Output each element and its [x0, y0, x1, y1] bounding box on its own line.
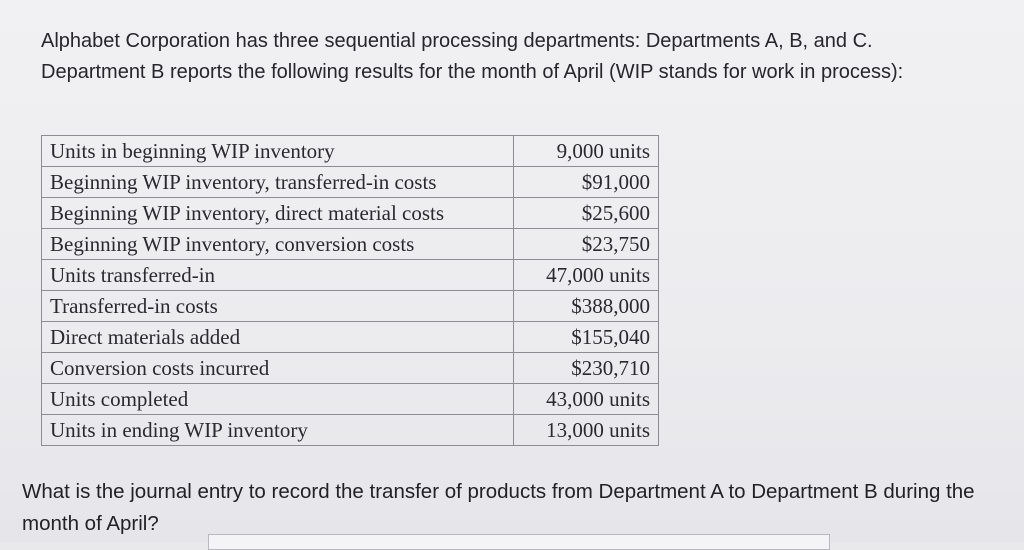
table-row: [42, 353, 659, 384]
row-label: Conversion costs incurred: [42, 353, 514, 384]
answer-input[interactable]: [208, 534, 830, 550]
row-value: $25,600: [514, 198, 659, 229]
row-label: Beginning WIP inventory, direct material costs: [42, 198, 514, 229]
table-row: [42, 322, 659, 353]
row-value: 13,000 units: [514, 415, 659, 446]
row-label: Beginning WIP inventory, conversion costs: [42, 229, 514, 260]
row-label: Transferred-in costs: [42, 291, 514, 322]
row-value: $230,710: [514, 353, 659, 384]
table-row: [42, 384, 659, 415]
row-value: $23,750: [514, 229, 659, 260]
intro-paragraph: Alphabet Corporation has three sequential processing departments: Departments A, B, and C. Department B reports the following results for the month of April (WIP stands for work in process):: [41, 30, 904, 83]
question-paragraph: What is the journal entry to record the transfer of products from Department A to Department B during the month of April?: [22, 480, 975, 535]
row-value: 43,000 units: [514, 384, 659, 415]
row-label: Units completed: [42, 384, 514, 415]
department-b-results-table: [41, 135, 659, 446]
table-row: [42, 167, 659, 198]
row-value: 47,000 units: [514, 260, 659, 291]
row-label: Units transferred-in: [42, 260, 514, 291]
table-row: [42, 260, 659, 291]
row-value: $155,040: [514, 322, 659, 353]
row-value: $388,000: [514, 291, 659, 322]
table-body: [42, 136, 659, 446]
row-value: $91,000: [514, 167, 659, 198]
row-label: Units in beginning WIP inventory: [42, 136, 514, 167]
table-row: [42, 415, 659, 446]
row-value: 9,000 units: [514, 136, 659, 167]
row-label: Beginning WIP inventory, transferred-in costs: [42, 167, 514, 198]
table-row: [42, 136, 659, 167]
row-label: Direct materials added: [42, 322, 514, 353]
row-label: Units in ending WIP inventory: [42, 415, 514, 446]
table-row: [42, 229, 659, 260]
table-row: [42, 198, 659, 229]
table-row: [42, 291, 659, 322]
